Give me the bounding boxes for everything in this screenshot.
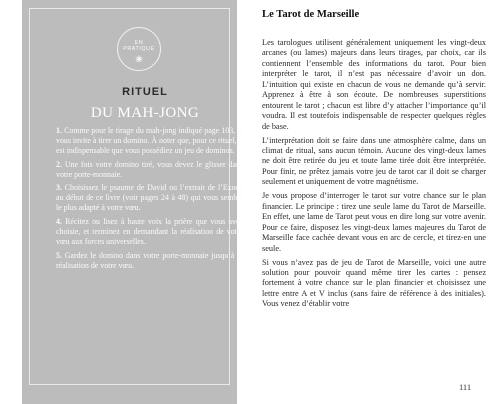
badge-label: EN PRATIQUE xyxy=(123,40,155,52)
ritual-step: 1. Comme pour le tirage du mah-jong indiqué page 103, je vous invite à tirer un domino. À noter que, pour ce rituel, il est indispensable que vous possédiez un jeu de dominos. xyxy=(56,126,243,156)
body-paragraph: L’interprétation doit se faire dans une atmosphère calme, dans un climat de ritual, sans aucun témoin. Aucune des vingt-deux lames ne doit être retirée du jeu et toute lame tirée doit être interprétée. Pour finir, ne prêtez jamais votre jeu de tarot car il doit se charger seulement et uniquement de votre magnétisme. xyxy=(262,135,486,187)
ritual-step: 2. Une fois votre domino tiré, vous devez le glisser dans votre porte-monnaie. xyxy=(56,159,243,179)
body-paragraph: Je vous propose d’interroger le tarot sur votre chance sur le plan financier. Le principe : tirez une seule lame du Tarot de Marseille. En effet, une lame de Tarot peut vous en dire long sur votre avenir. Pour ce faire, disposez les vingt-deux lames majeures du Tarot de Marseille face cachée devant vous en arc de cercle, et tirez-en une seule. xyxy=(262,191,486,253)
body-paragraph: Si vous n’avez pas de jeu de Tarot de Marseille, voici une autre solution pour pouvoir quand même tirer les cartes : pensez fortement à votre chance sur le plan financier et choisissez une lettre entre A et V inclus (sans faire de référence à des initiales). Vous venez d’établir votre xyxy=(262,257,486,309)
ritual-label: RITUEL xyxy=(122,86,168,98)
ritual-steps xyxy=(56,126,243,274)
section-title: Le Tarot de Marseille xyxy=(262,9,360,20)
section-body xyxy=(262,38,486,313)
page-number: 111 xyxy=(459,382,472,392)
ritual-title: DU MAH-JONG xyxy=(90,105,200,121)
ritual-step: 5. Gardez le domino dans votre porte-monnaie jusqu’à la réalisation de votre vœu. xyxy=(56,250,243,270)
ritual-step: 3. Choisissez le psaume de David ou l’extrait de l’Exode au début de ce livre (voir pages 24 à 48) qui vous semble le plus adapté à votre vœu. xyxy=(56,183,243,213)
ritual-step: 4. Récitez ou lisez à haute voix la prière que vous avez choisie, et terminez en demandant la réalisation de votre vœu aux forces universelles. xyxy=(56,216,243,247)
body-paragraph: Les tarologues utilisent généralement uniquement les vingt-deux arcanes (ou lames) majeurs dans leurs tirages, par choix, car ils contiennent l’ensemble des informations du tarot. Pour bien interpréter le tarot, il n’est pas nécessaire d’avoir un don. L’intuition qui existe en chacun de vous ne demande qu’à servir. Apprenez à être à son écoute. De nombreuses superstitions entourent le tarot ; chacun est libre d’y attacher l’importance qu’il voudra. Il est toutefois indispensable de respecter quelques règles de base. xyxy=(262,38,486,131)
en-pratique-badge xyxy=(117,27,161,71)
ritual-panel xyxy=(22,0,243,404)
flower-ornament-icon: ❀ xyxy=(135,54,143,64)
